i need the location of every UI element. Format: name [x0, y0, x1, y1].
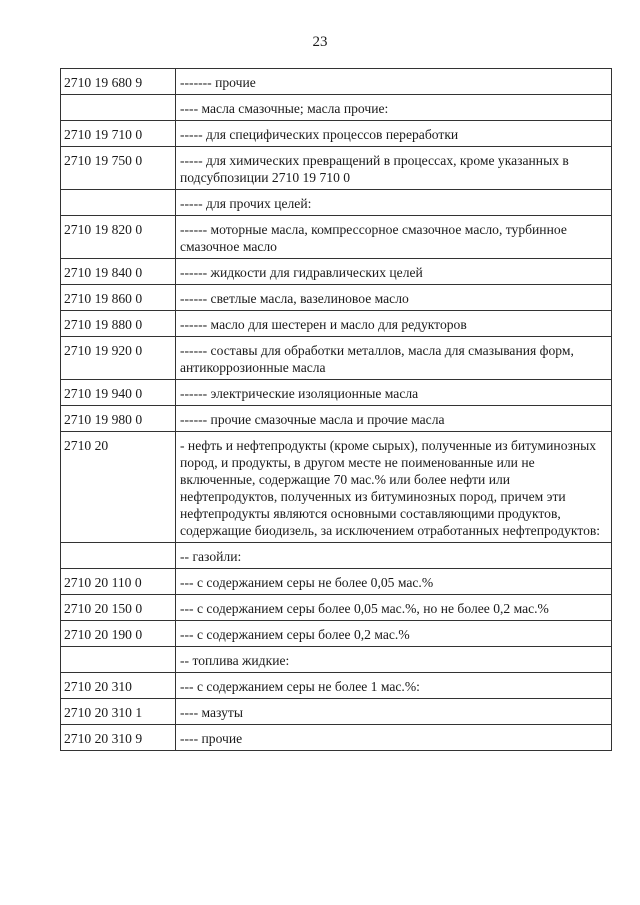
description-cell: --- с содержанием серы более 0,2 мас.%: [176, 621, 612, 647]
code-cell: 2710 19 840 0: [61, 259, 176, 285]
table-row: [61, 543, 612, 569]
code-cell: 2710 20 150 0: [61, 595, 176, 621]
table-row: [61, 311, 612, 337]
description-cell: ------ масло для шестерен и масло для редукторов: [176, 311, 612, 337]
description-cell: --- с содержанием серы не более 1 мас.%:: [176, 673, 612, 699]
table-row: [61, 69, 612, 95]
code-cell: 2710 20 310 1: [61, 699, 176, 725]
table-row: [61, 380, 612, 406]
code-cell: 2710 19 980 0: [61, 406, 176, 432]
description-cell: ---- прочие: [176, 725, 612, 751]
description-cell: ------- прочие: [176, 69, 612, 95]
code-cell: 2710 20 190 0: [61, 621, 176, 647]
description-cell: ------ моторные масла, компрессорное смазочное масло, турбинное смазочное масло: [176, 216, 612, 259]
description-cell: --- с содержанием серы более 0,05 мас.%, но не более 0,2 мас.%: [176, 595, 612, 621]
description-cell: ---- мазуты: [176, 699, 612, 725]
table-row: [61, 190, 612, 216]
code-cell: 2710 20 310: [61, 673, 176, 699]
table-row: [61, 121, 612, 147]
description-cell: ------ жидкости для гидравлических целей: [176, 259, 612, 285]
description-cell: ------ прочие смазочные масла и прочие масла: [176, 406, 612, 432]
description-cell: ------ светлые масла, вазелиновое масло: [176, 285, 612, 311]
tariff-code-table: [60, 68, 612, 751]
code-cell: 2710 19 860 0: [61, 285, 176, 311]
code-cell: [61, 543, 176, 569]
table-row: [61, 647, 612, 673]
table-row: [61, 673, 612, 699]
code-cell: 2710 19 750 0: [61, 147, 176, 190]
description-cell: ---- масла смазочные; масла прочие:: [176, 95, 612, 121]
table-row: [61, 725, 612, 751]
code-cell: 2710 20 110 0: [61, 569, 176, 595]
table-row: [61, 699, 612, 725]
table-row: [61, 621, 612, 647]
table-row: [61, 406, 612, 432]
table-row: [61, 147, 612, 190]
table-row: [61, 595, 612, 621]
description-cell: -- газойли:: [176, 543, 612, 569]
description-cell: ----- для химических превращений в процессах, кроме указанных в подсубпозиции 2710 19 710 0: [176, 147, 612, 190]
description-cell: ------ электрические изоляционные масла: [176, 380, 612, 406]
code-cell: [61, 647, 176, 673]
table-row: [61, 285, 612, 311]
table-row: [61, 216, 612, 259]
table-row: [61, 432, 612, 543]
code-cell: 2710 20 310 9: [61, 725, 176, 751]
description-cell: --- с содержанием серы не более 0,05 мас.%: [176, 569, 612, 595]
description-cell: ------ составы для обработки металлов, масла для смазывания форм, антикоррозионные масла: [176, 337, 612, 380]
code-cell: [61, 190, 176, 216]
code-cell: 2710 19 880 0: [61, 311, 176, 337]
code-cell: 2710 19 680 9: [61, 69, 176, 95]
table-row: [61, 569, 612, 595]
code-cell: 2710 19 920 0: [61, 337, 176, 380]
description-cell: ----- для прочих целей:: [176, 190, 612, 216]
description-cell: ----- для специфических процессов переработки: [176, 121, 612, 147]
page-number: 23: [312, 34, 328, 50]
code-cell: 2710 19 940 0: [61, 380, 176, 406]
table-row: [61, 95, 612, 121]
code-cell: 2710 19 820 0: [61, 216, 176, 259]
description-cell: - нефть и нефтепродукты (кроме сырых), полученные из битуминозных пород, и продукты, в другом месте не поименованные или не включенные, содержащие 70 мас.% или более нефти или нефтепродуктов, полученных из битуминозных пород, причем эти нефтепродукты являются основными составляющими продуктов, содержащие биодизель, за исключением отработанных нефтепродуктов:: [176, 432, 612, 543]
description-cell: -- топлива жидкие:: [176, 647, 612, 673]
code-cell: [61, 95, 176, 121]
code-cell: 2710 19 710 0: [61, 121, 176, 147]
code-cell: 2710 20: [61, 432, 176, 543]
table-row: [61, 259, 612, 285]
table-row: [61, 337, 612, 380]
